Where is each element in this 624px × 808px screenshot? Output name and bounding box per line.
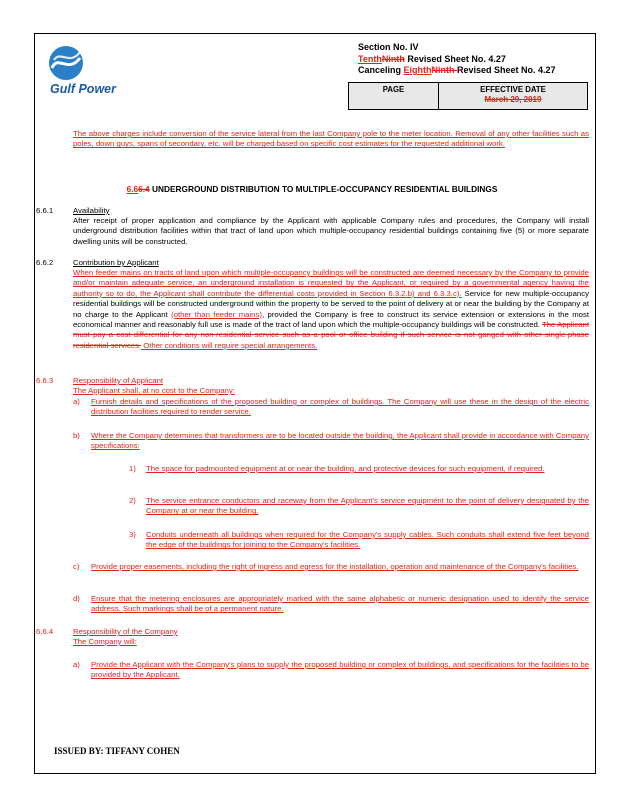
gulf-power-logo-icon [46,44,86,82]
s662-red2: (other than feeder mains) [171,309,262,319]
section-heading [0,184,624,194]
s662-number: 6.6.2 [36,258,54,267]
s663-sub1-label: 1) [129,464,136,473]
brand-name: Gulf Power [50,82,116,96]
heading-num-new: 6.6 [126,184,139,194]
revised-sheet [358,54,556,66]
s663-item-a-label: a) [73,397,80,406]
page-column-header: PAGE [349,83,439,109]
s663-item-b-label: b) [73,431,80,440]
s662-red3: Other conditions will require special arrangements. [141,340,318,350]
s662-struck: The Applicant must pay a cost differential for any non-residential service such as a pool or office building if such service is not ganged with other single-phase residential services. [73,320,589,350]
gulf-power-logo [44,44,160,104]
heading-num-old: 6.4 [138,184,150,194]
s663-lead: The Applicant shall, at no cost to the Company: [73,386,235,395]
s663-number: 6.6.3 [36,376,54,385]
effective-date-cell [439,83,587,109]
s663-item-c-label: c) [73,562,80,571]
s661-title: Availability [73,206,110,215]
s662-black2: , provided the Company is free to construct its service extension or extensions in the most economical manner and reasonably full use is made of the tract of land upon which the multiple-occupancy buildings will be constructed. [73,309,589,330]
page-date-table [348,82,588,110]
s661-text: After receipt of proper application and compliance by the Applicant with applicable Company rules and procedures, the Company will install underground distribution facilities within that tract of land upon which multiple-occupancy residential buildings containing five (5) or more separate dwelling units will be constructed. [73,216,589,246]
section-number: Section No. IV [358,42,419,52]
intro-paragraph: The above charges include conversion of the service lateral from the last Company pole to the meter location. Removal of any other facilities such as poles, down guys, spans of secondary, etc. will be charged based on specific cost estimates for the requested additional work. [73,129,589,149]
s663-sub1-text: The space for padmounted equipment at or near the building, and protective devices for such equipment, if required. [146,464,545,473]
effective-date-header: EFFECTIVE DATE [480,85,546,94]
s662-text [73,268,589,351]
s663-item-d-label: d) [73,594,80,603]
issued-by: ISSUED BY: TIFFANY COHEN [54,746,180,756]
revised-new: Tenth [358,53,382,64]
s664-item-a-text: Provide the Applicant with the Company's plans to supply the proposed building or complex of buildings, and specifications for the facilities to be provided by the Applicant. [91,660,589,680]
sheet-header [358,42,556,77]
s664-lead: The Company will: [73,637,137,646]
s661-number: 6.6.1 [36,206,54,215]
canceling-sheet [358,65,556,77]
s664-title: Responsibility of the Company [73,627,178,636]
s663-item-b-text: Where the Company determines that transformers are to be located outside the building, the Applicant shall provide in accordance with Company specifications: [91,431,589,451]
s662-black1: Service for new multiple-occupancy residential buildings will be constructed underground within the property to be served to the point of delivery at or near the building by the Company at no charge to the Applicant [73,288,589,319]
canceling-old: Ninth [431,65,458,75]
s662-title: Contribution by Applicant [73,258,159,267]
s663-sub2-label: 2) [129,496,136,505]
canceling-new: Eighth [403,65,432,75]
canceling-prefix: Canceling [358,65,404,75]
s663-item-c-text: Provide proper easements, including the right of ingress and egress for the installation, operation and maintenance of the Company's facilities. [91,562,579,571]
revised-suffix: Revised Sheet No. 4.27 [404,53,506,64]
s663-sub2-text: The service entrance conductors and raceway from the Applicant's service equipment to the point of delivery designated by the Company at or near the building. [146,496,589,516]
s664-number: 6.6.4 [36,627,54,636]
s662-red1: When feeder mains on tracts of land upon which multiple-occupancy buildings will be constructed are deemed necessary by the Company to provide and/or maintain adequate service, an underground installation is requested by the Applicant, or required by a governmental agency having the authority so to do, the Applicant shall contribute the differential costs provided in Section 6.3.2.b) and 6.3.3.c). [73,268,589,298]
s663-sub3-label: 3) [129,530,136,539]
s663-title: Responsibility of Applicant [73,376,164,385]
revised-old: Ninth [381,53,405,64]
s663-item-a-text: Furnish details and specifications of the proposed building or complex of buildings. The Company will use these in the design of the electric distribution facilities required to render service. [91,397,589,417]
s664-item-a-label: a) [73,660,80,669]
heading-title: UNDERGROUND DISTRIBUTION TO MULTIPLE-OCCUPANCY RESIDENTIAL BUILDINGS [149,184,498,194]
canceling-suffix: Revised Sheet No. 4.27 [457,65,556,75]
s663-sub3-text: Conduits underneath all buildings when required for the Company's supply cables. Such conduits shall extend five feet beyond the edge of the buildings for joining to the Company's facilities. [146,530,589,550]
s663-item-d-text: Ensure that the metering enclosures are appropriately marked with the same alphabetic or numeric designation used to identify the service address. Such markings shall be of a permanent nature. [91,594,589,614]
effective-date: March 29, 2019 [484,95,542,104]
